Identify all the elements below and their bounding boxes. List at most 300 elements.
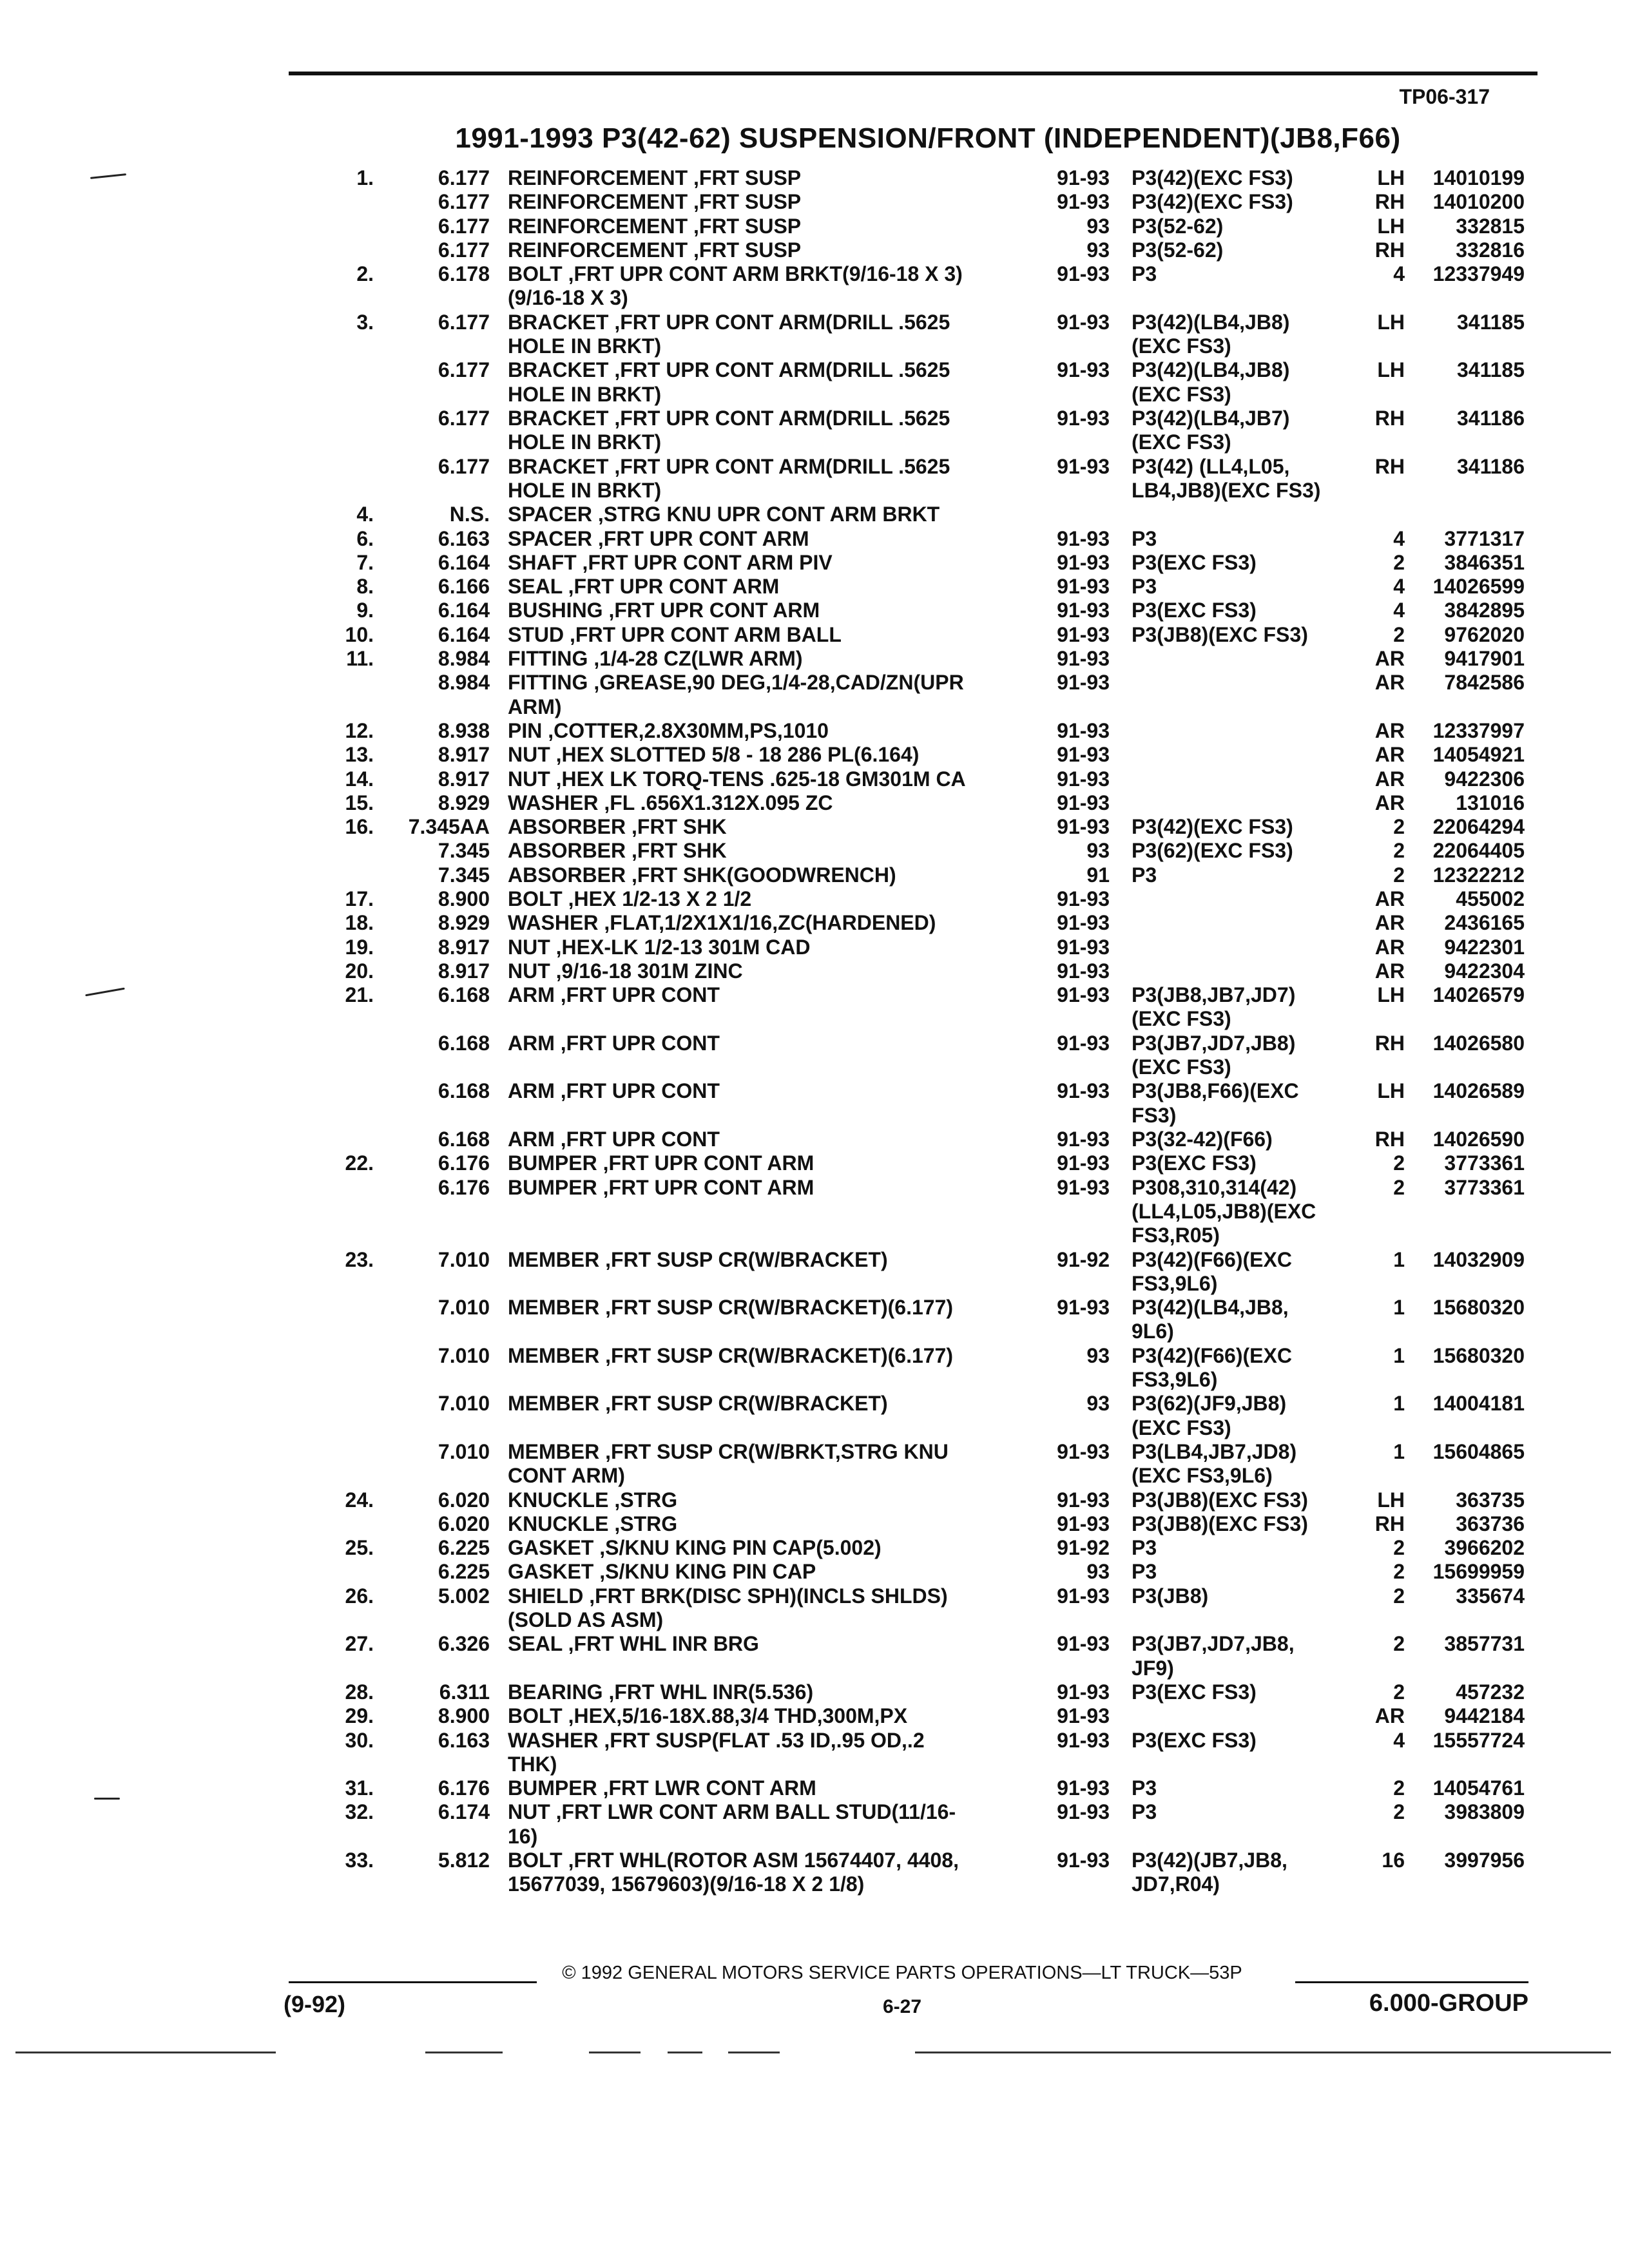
- part-number: 7842586: [1444, 671, 1525, 695]
- part-description: BUMPER ,FRT UPR CONT ARM: [508, 1151, 815, 1175]
- part-number: 9442184: [1444, 1704, 1525, 1728]
- model-usage-continued: 9L6): [1132, 1320, 1174, 1343]
- model-years: 91-93: [1057, 190, 1110, 214]
- quantity: RH: [1374, 454, 1405, 478]
- model-years: 91-93: [1057, 262, 1110, 286]
- model-years: 91-93: [1057, 575, 1110, 599]
- copyright-notice: © 1992 GENERAL MOTORS SERVICE PARTS OPERATIONS—LT TRUCK—53P: [562, 1963, 1242, 1983]
- model-years: 93: [1086, 238, 1110, 262]
- model-years: 91-93: [1057, 1728, 1110, 1752]
- part-number: 3846351: [1444, 550, 1525, 574]
- item-number: 22.: [345, 1151, 374, 1175]
- item-number: 28.: [345, 1680, 374, 1704]
- group-number: 6.177: [438, 214, 490, 238]
- part-row: [0, 1488, 1629, 1512]
- part-row: [0, 839, 1629, 863]
- group-number: 6.163: [438, 526, 490, 550]
- part-number: 9422301: [1444, 935, 1525, 959]
- part-number: 14004181: [1432, 1392, 1525, 1416]
- model-years: 91-93: [1057, 1439, 1110, 1463]
- part-description: BUMPER ,FRT UPR CONT ARM: [508, 1175, 815, 1199]
- part-row: [0, 983, 1629, 1032]
- model-usage: P3(62)(EXC FS3): [1132, 839, 1293, 863]
- model-years: 91-93: [1057, 622, 1110, 646]
- quantity: 2: [1393, 622, 1405, 646]
- part-description: BRACKET ,FRT UPR CONT ARM(DRILL .5625: [508, 407, 950, 430]
- model-usage-continued: LB4,JB8)(EXC FS3): [1132, 478, 1321, 502]
- model-years: 93: [1086, 214, 1110, 238]
- scan-edge-line: [15, 2052, 276, 2053]
- part-row: [0, 911, 1629, 935]
- part-row: [0, 1344, 1629, 1392]
- item-number: 25.: [345, 1536, 374, 1560]
- part-row: [0, 1632, 1629, 1680]
- quantity: 16: [1382, 1849, 1405, 1872]
- model-usage-continued: FS3,R05): [1132, 1224, 1220, 1247]
- quantity: LH: [1377, 1079, 1405, 1103]
- part-description: SHAFT ,FRT UPR CONT ARM PIV: [508, 550, 833, 574]
- item-number: 30.: [345, 1728, 374, 1752]
- part-number: 457232: [1456, 1680, 1525, 1704]
- model-years: 91-93: [1057, 1680, 1110, 1704]
- model-usage: P3(62)(JF9,JB8): [1132, 1392, 1287, 1416]
- group-number: 8.917: [438, 935, 490, 959]
- header-rule: [289, 72, 1537, 75]
- part-description: WASHER ,FLAT,1/2X1X1/16,ZC(HARDENED): [508, 911, 936, 935]
- model-usage: P3(42)(JB7,JB8,: [1132, 1849, 1287, 1872]
- quantity: AR: [1374, 1704, 1405, 1728]
- part-row: [0, 815, 1629, 839]
- model-years: 91-93: [1057, 310, 1110, 334]
- part-description: BOLT ,HEX 1/2-13 X 2 1/2: [508, 887, 752, 910]
- part-number: 2436165: [1444, 911, 1525, 935]
- part-row: [0, 1776, 1629, 1800]
- footer-rule-right: [1295, 1981, 1528, 1983]
- group-number: N.S.: [449, 503, 490, 526]
- group-number: 8.929: [438, 791, 490, 814]
- part-row: [0, 1079, 1629, 1128]
- group-number: 8.917: [438, 743, 490, 767]
- part-row: [0, 1032, 1629, 1080]
- model-years: 91-93: [1057, 1512, 1110, 1535]
- quantity: 2: [1393, 1776, 1405, 1800]
- part-description-continued: (SOLD AS ASM): [508, 1608, 664, 1631]
- part-number: 15699959: [1432, 1560, 1525, 1584]
- part-description-continued: 16): [508, 1824, 538, 1848]
- part-number: 363736: [1456, 1512, 1525, 1535]
- part-description: KNUCKLE ,STRG: [508, 1512, 678, 1535]
- group-number: 8.900: [438, 887, 490, 910]
- part-description: SHIELD ,FRT BRK(DISC SPH)(INCLS SHLDS): [508, 1584, 948, 1608]
- part-number: 14032909: [1432, 1247, 1525, 1271]
- part-description: REINFORCEMENT ,FRT SUSP: [508, 238, 802, 262]
- quantity: AR: [1374, 718, 1405, 742]
- model-usage: P3(JB8): [1132, 1584, 1209, 1608]
- part-row: [0, 1176, 1629, 1248]
- group-number: 7.345: [438, 839, 490, 863]
- model-years: 91-93: [1057, 166, 1110, 189]
- part-number: 3771317: [1444, 526, 1525, 550]
- quantity: 1: [1393, 1439, 1405, 1463]
- item-number: 27.: [345, 1632, 374, 1656]
- model-years: 91-93: [1057, 1031, 1110, 1055]
- model-years: 91-93: [1057, 1079, 1110, 1103]
- group-number: 6.177: [438, 407, 490, 430]
- model-usage: P3(JB8)(EXC FS3): [1132, 1488, 1308, 1512]
- quantity: RH: [1374, 190, 1405, 214]
- model-years: 91-93: [1057, 1175, 1110, 1199]
- quantity: 4: [1393, 575, 1405, 599]
- item-number: 4.: [356, 503, 374, 526]
- part-row: [0, 959, 1629, 983]
- part-number: 14026579: [1432, 983, 1525, 1007]
- part-description: BOLT ,HEX,5/16-18X.88,3/4 THD,300M,PX: [508, 1704, 908, 1728]
- group-number: 6.168: [438, 1079, 490, 1103]
- part-description: WASHER ,FL .656X1.312X.095 ZC: [508, 791, 833, 814]
- model-usage: P3(42)(F66)(EXC: [1132, 1343, 1292, 1367]
- part-description: FITTING ,GREASE,90 DEG,1/4-28,CAD/ZN(UPR: [508, 671, 964, 695]
- part-number: 14026590: [1432, 1128, 1525, 1151]
- group-number: 6.225: [438, 1560, 490, 1584]
- part-row: [0, 527, 1629, 551]
- group-number: 7.010: [438, 1439, 490, 1463]
- part-description: FITTING ,1/4-28 CZ(LWR ARM): [508, 647, 803, 670]
- group-number: 8.984: [438, 647, 490, 670]
- model-years: 93: [1086, 1343, 1110, 1367]
- model-usage: P3(52-62): [1132, 214, 1224, 238]
- group-number: 6.178: [438, 262, 490, 286]
- part-row: [0, 407, 1629, 455]
- model-usage-continued: (EXC FS3): [1132, 1055, 1231, 1079]
- model-years: 91-93: [1057, 1849, 1110, 1872]
- model-usage-continued: (EXC FS3): [1132, 1007, 1231, 1031]
- quantity: 4: [1393, 526, 1405, 550]
- model-usage: P3: [1132, 526, 1157, 550]
- group-number: 6.177: [438, 166, 490, 189]
- group-number: 7.010: [438, 1392, 490, 1416]
- part-number: 22064294: [1432, 815, 1525, 839]
- model-years: 91-93: [1057, 1632, 1110, 1656]
- item-number: 17.: [345, 887, 374, 910]
- group-number: 6.166: [438, 575, 490, 599]
- part-description: NUT ,HEX LK TORQ-TENS .625-18 GM301M CA: [508, 767, 966, 791]
- item-number: 26.: [345, 1584, 374, 1608]
- model-usage-continued: FS3,9L6): [1132, 1367, 1218, 1391]
- item-number: 31.: [345, 1776, 374, 1800]
- item-number: 19.: [345, 935, 374, 959]
- group-number: 6.177: [438, 238, 490, 262]
- part-number: 363735: [1456, 1488, 1525, 1512]
- quantity: RH: [1374, 407, 1405, 430]
- quantity: LH: [1377, 214, 1405, 238]
- part-number: 455002: [1456, 887, 1525, 910]
- scan-edge-line: [728, 2052, 780, 2053]
- part-number: 3966202: [1444, 1536, 1525, 1560]
- group-number: 6.164: [438, 622, 490, 646]
- model-usage: P3(42)(EXC FS3): [1132, 190, 1293, 214]
- part-number: 341186: [1456, 407, 1525, 430]
- part-number: 15604865: [1432, 1439, 1525, 1463]
- group-number: 6.168: [438, 983, 490, 1007]
- quantity: 2: [1393, 1151, 1405, 1175]
- item-number: 8.: [356, 575, 374, 599]
- part-description: BUMPER ,FRT LWR CONT ARM: [508, 1776, 816, 1800]
- part-description: WASHER ,FRT SUSP(FLAT .53 ID,.95 OD,.2: [508, 1728, 925, 1752]
- part-description: KNUCKLE ,STRG: [508, 1488, 678, 1512]
- quantity: RH: [1374, 238, 1405, 262]
- model-usage: P3(JB8)(EXC FS3): [1132, 1512, 1308, 1535]
- quantity: 2: [1393, 1560, 1405, 1584]
- model-years: 91-93: [1057, 671, 1110, 695]
- part-description: GASKET ,S/KNU KING PIN CAP(5.002): [508, 1536, 882, 1560]
- part-number: 341185: [1456, 358, 1525, 382]
- part-row: [0, 1248, 1629, 1296]
- item-number: 3.: [356, 310, 374, 334]
- model-usage-continued: (EXC FS3): [1132, 1416, 1231, 1439]
- model-usage: P3: [1132, 575, 1157, 599]
- quantity: AR: [1374, 767, 1405, 791]
- part-description: BRACKET ,FRT UPR CONT ARM(DRILL .5625: [508, 454, 950, 478]
- model-years: 91-93: [1057, 1800, 1110, 1824]
- scan-edge-line: [668, 2052, 702, 2053]
- part-description-continued: (9/16-18 X 3): [508, 286, 628, 310]
- group-number: 7.345AA: [408, 815, 490, 839]
- item-number: 6.: [356, 526, 374, 550]
- part-row: [0, 599, 1629, 622]
- part-description: BOLT ,FRT WHL(ROTOR ASM 15674407, 4408,: [508, 1849, 959, 1872]
- model-usage: P3(42)(LB4,JB8): [1132, 358, 1290, 382]
- model-usage-continued: (EXC FS3): [1132, 382, 1231, 406]
- part-description: STUD ,FRT UPR CONT ARM BALL: [508, 622, 842, 646]
- model-usage: P3: [1132, 1560, 1157, 1584]
- quantity: AR: [1374, 743, 1405, 767]
- group-name: 6.000-GROUP: [1369, 1990, 1528, 2017]
- part-number: 335674: [1456, 1584, 1525, 1608]
- model-years: 91-93: [1057, 935, 1110, 959]
- part-number: 14026589: [1432, 1079, 1525, 1103]
- group-number: 8.984: [438, 671, 490, 695]
- part-number: 3773361: [1444, 1151, 1525, 1175]
- part-number: 332816: [1456, 238, 1525, 262]
- catalog-code: TP06-317: [1399, 85, 1490, 108]
- model-usage: P308,310,314(42): [1132, 1175, 1297, 1199]
- model-years: 91: [1086, 863, 1110, 887]
- quantity: 2: [1393, 863, 1405, 887]
- part-description: BRACKET ,FRT UPR CONT ARM(DRILL .5625: [508, 358, 950, 382]
- model-usage: P3(42)(LB4,JB8,: [1132, 1296, 1289, 1320]
- part-row: [0, 166, 1629, 190]
- part-number: 15557724: [1432, 1728, 1525, 1752]
- model-years: 91-93: [1057, 959, 1110, 983]
- item-number: 7.: [356, 550, 374, 574]
- part-number: 14054921: [1432, 743, 1525, 767]
- part-number: 341186: [1456, 454, 1525, 478]
- model-usage: P3: [1132, 1536, 1157, 1560]
- model-usage: P3(42)(LB4,JB7): [1132, 407, 1290, 430]
- part-description: MEMBER ,FRT SUSP CR(W/BRACKET): [508, 1392, 888, 1416]
- item-number: 9.: [356, 599, 374, 622]
- part-description: REINFORCEMENT ,FRT SUSP: [508, 190, 802, 214]
- part-number: 3983809: [1444, 1800, 1525, 1824]
- model-years: 91-93: [1057, 407, 1110, 430]
- part-row: [0, 1536, 1629, 1560]
- part-description: REINFORCEMENT ,FRT SUSP: [508, 166, 802, 189]
- quantity: 2: [1393, 1800, 1405, 1824]
- model-usage-continued: JF9): [1132, 1656, 1174, 1680]
- part-row: [0, 238, 1629, 262]
- model-years: 91-93: [1057, 1128, 1110, 1151]
- quantity: AR: [1374, 671, 1405, 695]
- model-years: 91-93: [1057, 791, 1110, 814]
- group-number: 7.345: [438, 863, 490, 887]
- part-description: MEMBER ,FRT SUSP CR(W/BRACKET): [508, 1247, 888, 1271]
- part-description: SEAL ,FRT UPR CONT ARM: [508, 575, 780, 599]
- model-years: 91-93: [1057, 743, 1110, 767]
- part-description: ARM ,FRT UPR CONT: [508, 983, 720, 1007]
- part-row: [0, 671, 1629, 719]
- group-number: 6.168: [438, 1128, 490, 1151]
- model-usage: P3(EXC FS3): [1132, 550, 1257, 574]
- part-row: [0, 1584, 1629, 1633]
- part-description: NUT ,HEX-LK 1/2-13 301M CAD: [508, 935, 811, 959]
- group-number: 6.174: [438, 1800, 490, 1824]
- part-row: [0, 1800, 1629, 1849]
- model-years: 91-92: [1057, 1536, 1110, 1560]
- group-number: 6.176: [438, 1175, 490, 1199]
- model-usage: P3(JB7,JD7,JB8,: [1132, 1632, 1295, 1656]
- page-number: 6-27: [882, 1996, 922, 2017]
- part-description: NUT ,9/16-18 301M ZINC: [508, 959, 743, 983]
- part-row: [0, 1440, 1629, 1488]
- model-years: 91-93: [1057, 983, 1110, 1007]
- part-row: [0, 551, 1629, 575]
- group-number: 8.938: [438, 718, 490, 742]
- group-number: 6.164: [438, 599, 490, 622]
- part-description: REINFORCEMENT ,FRT SUSP: [508, 214, 802, 238]
- item-number: 33.: [345, 1849, 374, 1872]
- item-number: 12.: [345, 718, 374, 742]
- quantity: 2: [1393, 839, 1405, 863]
- part-row: [0, 1560, 1629, 1584]
- part-number: 22064405: [1432, 839, 1525, 863]
- part-row: [0, 190, 1629, 214]
- item-number: 23.: [345, 1247, 374, 1271]
- part-description: BRACKET ,FRT UPR CONT ARM(DRILL .5625: [508, 310, 950, 334]
- quantity: 4: [1393, 599, 1405, 622]
- model-usage: P3(52-62): [1132, 238, 1224, 262]
- part-description: ABSORBER ,FRT SHK: [508, 815, 727, 839]
- part-row: [0, 1392, 1629, 1440]
- part-number: 12322212: [1432, 863, 1525, 887]
- quantity: LH: [1377, 983, 1405, 1007]
- part-number: 3997956: [1444, 1849, 1525, 1872]
- quantity: RH: [1374, 1128, 1405, 1151]
- item-number: 1.: [356, 166, 374, 189]
- group-number: 6.168: [438, 1031, 490, 1055]
- part-number: 9422304: [1444, 959, 1525, 983]
- model-usage: P3: [1132, 1800, 1157, 1824]
- model-years: 91-93: [1057, 454, 1110, 478]
- part-row: [0, 887, 1629, 911]
- part-description: MEMBER ,FRT SUSP CR(W/BRACKET)(6.177): [508, 1343, 953, 1367]
- part-row: [0, 1296, 1629, 1344]
- quantity: 2: [1393, 1680, 1405, 1704]
- group-number: 6.311: [439, 1680, 490, 1704]
- part-number: 131016: [1456, 791, 1525, 814]
- part-description-continued: CONT ARM): [508, 1464, 625, 1488]
- quantity: LH: [1377, 358, 1405, 382]
- part-description-continued: ARM): [508, 695, 562, 718]
- group-number: 7.010: [438, 1343, 490, 1367]
- group-number: 5.002: [438, 1584, 490, 1608]
- model-years: 91-93: [1057, 1488, 1110, 1512]
- quantity: 1: [1393, 1296, 1405, 1320]
- part-description: BEARING ,FRT WHL INR(5.536): [508, 1680, 814, 1704]
- part-row: [0, 767, 1629, 791]
- part-row: [0, 1729, 1629, 1777]
- model-usage-continued: FS3): [1132, 1103, 1177, 1127]
- model-usage: P3(JB8,F66)(EXC: [1132, 1079, 1299, 1103]
- model-years: 91-93: [1057, 767, 1110, 791]
- model-usage: P3: [1132, 262, 1157, 286]
- quantity: 2: [1393, 1536, 1405, 1560]
- part-row: [0, 936, 1629, 959]
- quantity: LH: [1377, 1488, 1405, 1512]
- model-usage: P3(42)(LB4,JB8): [1132, 310, 1290, 334]
- group-number: 6.164: [438, 550, 490, 574]
- quantity: RH: [1374, 1512, 1405, 1535]
- part-description: ABSORBER ,FRT SHK: [508, 839, 727, 863]
- item-number: 13.: [345, 743, 374, 767]
- quantity: 2: [1393, 815, 1405, 839]
- model-years: 91-92: [1057, 1247, 1110, 1271]
- part-number: 9762020: [1444, 622, 1525, 646]
- quantity: AR: [1374, 911, 1405, 935]
- quantity: LH: [1377, 310, 1405, 334]
- item-number: 29.: [345, 1704, 374, 1728]
- model-years: 91-93: [1057, 526, 1110, 550]
- group-number: 6.177: [438, 190, 490, 214]
- quantity: 2: [1393, 550, 1405, 574]
- model-usage: P3(JB8,JB7,JD7): [1132, 983, 1296, 1007]
- part-row: [0, 503, 1629, 526]
- model-usage: P3(JB7,JD7,JB8): [1132, 1031, 1296, 1055]
- part-row: [0, 791, 1629, 815]
- group-number: 6.177: [438, 310, 490, 334]
- group-number: 6.177: [438, 454, 490, 478]
- model-usage: P3: [1132, 863, 1157, 887]
- model-years: 91-93: [1057, 1151, 1110, 1175]
- group-number: 5.812: [438, 1849, 490, 1872]
- group-number: 6.225: [438, 1536, 490, 1560]
- group-number: 6.177: [438, 358, 490, 382]
- part-description: PIN ,COTTER,2.8X30MM,PS,1010: [508, 718, 829, 742]
- model-years: 91-93: [1057, 911, 1110, 935]
- model-usage-continued: FS3,9L6): [1132, 1271, 1218, 1295]
- group-number: 7.010: [438, 1247, 490, 1271]
- model-years: 93: [1086, 1392, 1110, 1416]
- item-number: 16.: [345, 815, 374, 839]
- group-number: 6.176: [438, 1776, 490, 1800]
- footer-rule-left: [289, 1981, 537, 1983]
- part-row: [0, 1849, 1629, 1897]
- part-number: 9422306: [1444, 767, 1525, 791]
- page-title: 1991-1993 P3(42-62) SUSPENSION/FRONT (INDEPENDENT)(JB8,F66): [455, 122, 1401, 154]
- part-number: 14054761: [1432, 1776, 1525, 1800]
- model-usage-continued: (EXC FS3): [1132, 430, 1231, 454]
- quantity: 4: [1393, 262, 1405, 286]
- part-description-continued: HOLE IN BRKT): [508, 382, 662, 406]
